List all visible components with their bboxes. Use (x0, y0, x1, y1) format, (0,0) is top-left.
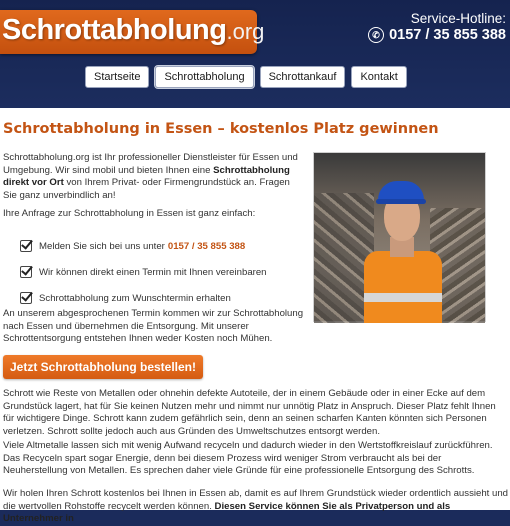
safety-vest (364, 251, 442, 323)
main-nav (85, 66, 407, 88)
worker-photo (313, 152, 486, 322)
after-steps-paragraph: An unserem abgesprochenen Termin kommen wir zur Schrottabholung nach Essen und übernehmen die Entsorgung. Mit unserer Schrottentsorgung entstehen Ihnen weder Kosten noch Mühen. (3, 308, 304, 344)
body-paragraph-2: Viele Altmetalle lassen sich mit wenig Aufwand recyceln und dadurch wieder in den Wertstoffkreislauf zurückführen. Das Recyceln spart sogar Energie, denn bei diesem Prozess wird weniger Strom verbraucht als bei der Neuherstellung von Metallen. Es sprechen daher viele Gründe für eine professionelle Entsorgung des Schrotts. (3, 440, 493, 476)
nav-item-kontakt[interactable]: Kontakt (351, 66, 406, 88)
intro-paragraph (3, 152, 303, 202)
order-button[interactable]: Jetzt Schrottabholung bestellen! (3, 355, 203, 379)
intro-bold: Schrottabholung direkt vor Ort (3, 164, 290, 188)
logo-tld-text: .org (226, 19, 265, 44)
request-intro: Ihre Anfrage zur Schrottabholung in Essen ist ganz einfach: (3, 208, 256, 219)
vest-reflective-stripe (364, 293, 442, 302)
page-title: Schrottabholung in Essen – kostenlos Platz gewinnen (3, 121, 439, 137)
hotline-number[interactable] (368, 27, 506, 43)
site-header (0, 0, 510, 108)
para3-text: Wir holen Ihren Schrott kostenlos bei Ihnen in Essen ab, damit es auf Ihrem Grundstück wieder ordentlich aussieht und die wertvollen Rohstoffe recycelt werden können. (3, 488, 509, 512)
hard-hat-brim (376, 199, 426, 204)
body-paragraph-1: Schrott wie Reste von Metallen oder ohnehin defekte Autoteile, der in einem Gebäude oder in einer Ecke auf dem Grundstück lagert, hat für Sie keinen Nutzen mehr und nimmt nur unnötig Platz in Anspruch. Dieser Platz fehlt Ihnen für wichtigere Dinge. Schrott kann zudem gefährlich sein, denn an seinen scharfen Kanten könnten sich Personen verletzen. Schrott sollte jedoch auch aus Gründen des Umweltschutzes entsorgt werden. (3, 388, 496, 437)
step-text: Schrottabholung zum Wunschtermin erhalten (39, 292, 231, 304)
list-item (20, 233, 300, 259)
intro-text-1: Schrottabholung.org ist Ihr professioneller Dienstleister für Essen und Umgebung. Wir sind mobil und bieten Ihnen eine (3, 152, 298, 176)
hotline-number-text: 0157 / 35 855 388 (389, 27, 506, 43)
body-paragraph-3 (3, 488, 508, 526)
logo-main-text: Schrottabholung (2, 14, 227, 46)
site-logo[interactable] (0, 10, 265, 54)
checkmark-icon (20, 292, 32, 304)
nav-item-schrottabholung[interactable]: Schrottabholung (155, 66, 253, 88)
step-text: Wir können direkt einen Termin mit Ihnen vereinbaren (39, 266, 267, 278)
checkmark-icon (20, 266, 32, 278)
nav-item-schrottankauf[interactable]: Schrottankauf (260, 66, 346, 88)
main-content (0, 108, 510, 524)
nav-item-startseite[interactable]: Startseite (85, 66, 149, 88)
steps-list (20, 233, 300, 311)
checkmark-icon (20, 240, 32, 252)
step-phone-link[interactable]: 0157 / 35 855 388 (167, 240, 246, 252)
list-item (20, 259, 300, 285)
para3-bold: Diesen Service können Sie als Privatperson und als Unternehmer in (3, 500, 451, 524)
step-text: Melden Sie sich bei uns unter (39, 240, 165, 252)
phone-icon: ✆ (368, 27, 384, 43)
intro-text-2: von Ihrem Privat- oder Firmengrundstück an. Fragen Sie ganz unverbindlich an! (3, 177, 290, 201)
hotline-label: Service-Hotline: (410, 11, 506, 26)
